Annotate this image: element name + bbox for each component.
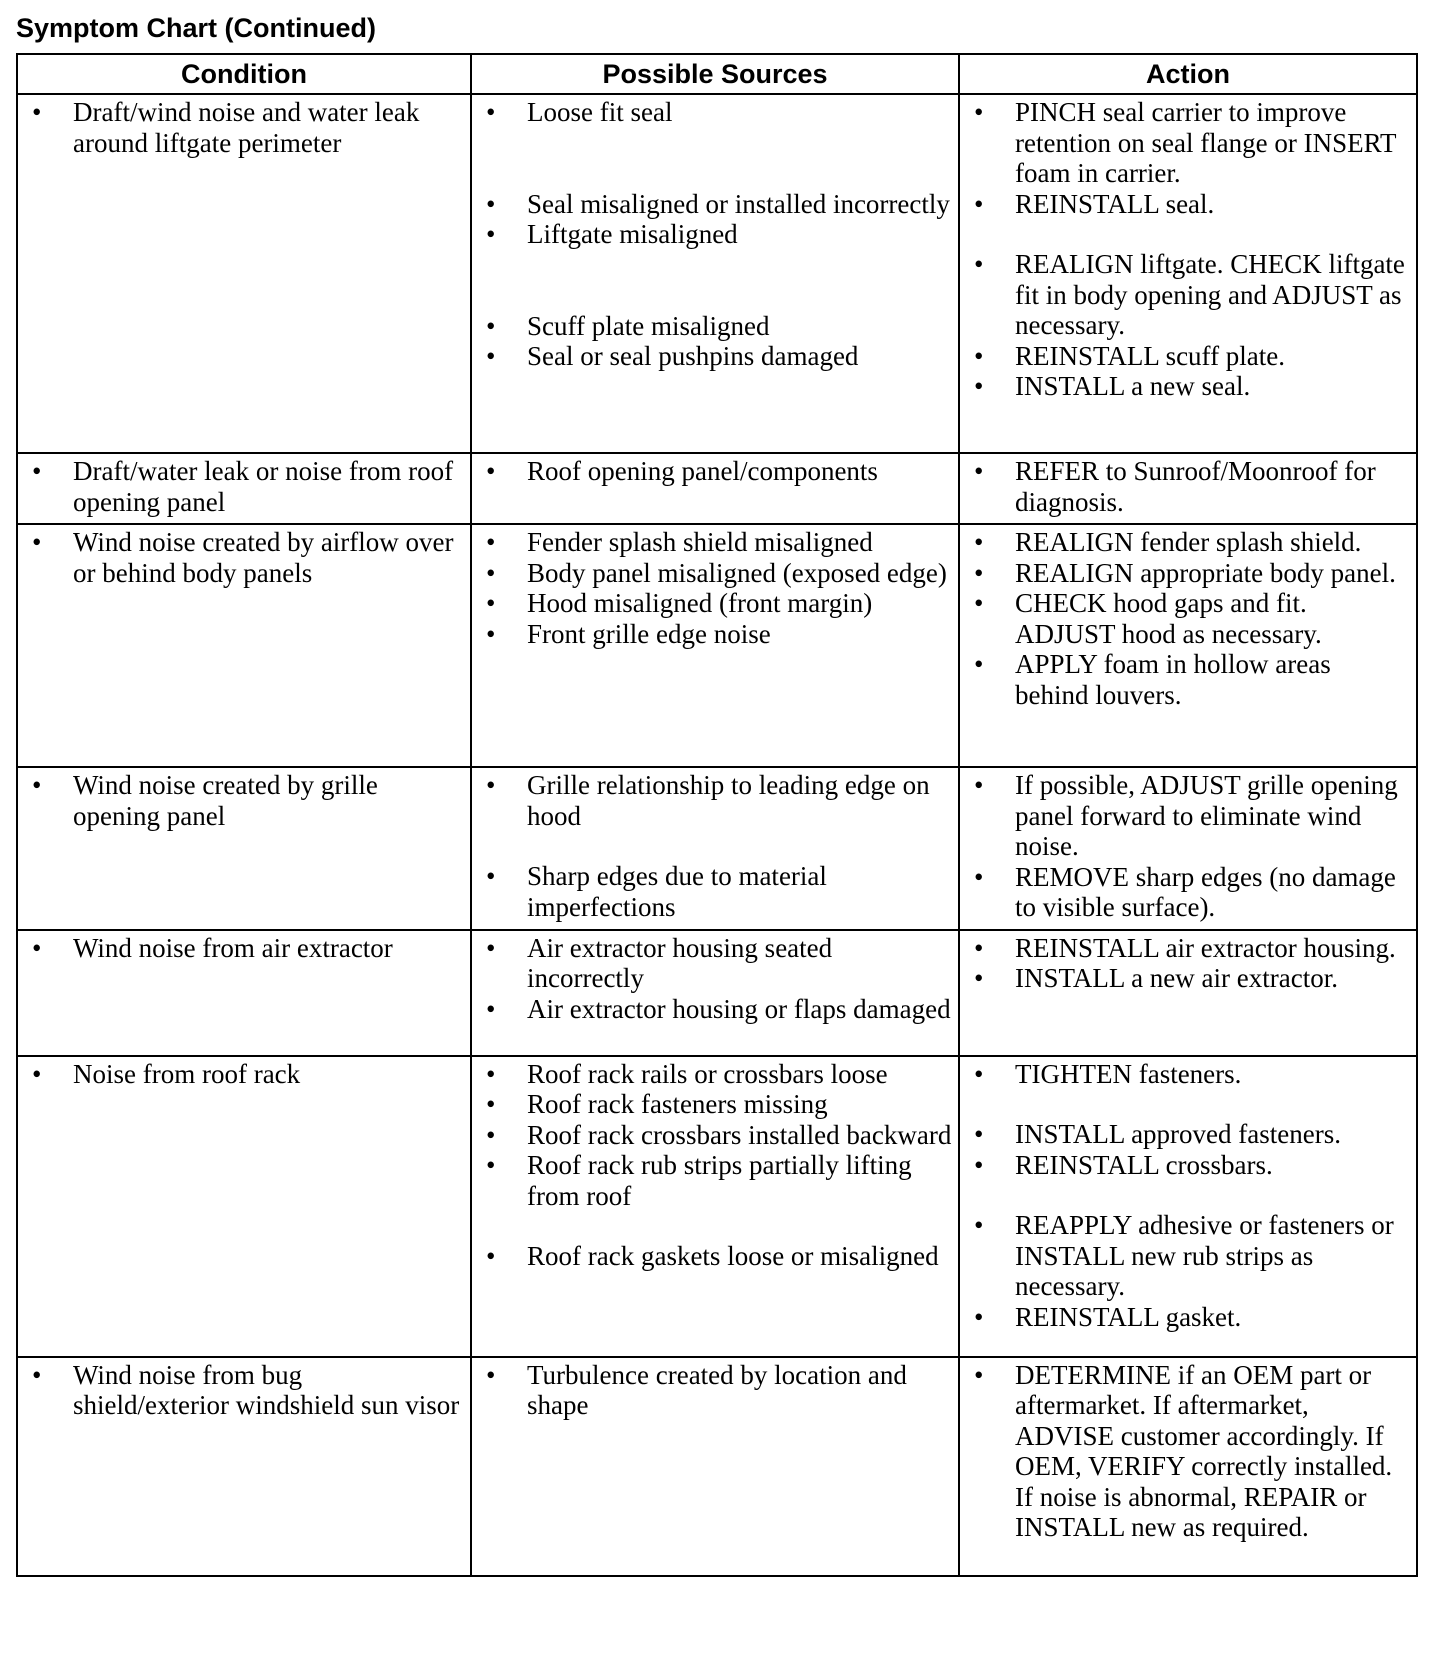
action-item: • TIGHTEN fasteners. xyxy=(960,1059,1416,1090)
action-item: • REAPPLY adhesive or fasteners or INSTALL new rub strips as necessary. xyxy=(960,1210,1416,1302)
condition-cell xyxy=(17,1357,471,1576)
action-cell xyxy=(959,1056,1417,1357)
table-row xyxy=(17,524,1417,767)
action-item: • If possible, ADJUST grille opening panel forward to eliminate wind noise. xyxy=(960,770,1416,862)
source-item: • Grille relationship to leading edge on hood xyxy=(472,770,958,831)
action-cell xyxy=(959,767,1417,930)
condition-item: • Wind noise from air extractor xyxy=(18,933,470,964)
action-item: • REALIGN liftgate. CHECK liftgate fit in body opening and ADJUST as necessary. xyxy=(960,249,1416,341)
table-row xyxy=(17,930,1417,1056)
sources-cell xyxy=(471,1056,959,1357)
action-cell xyxy=(959,453,1417,524)
source-item: • Roof rack gaskets loose or misaligned xyxy=(472,1241,958,1272)
source-item: • Scuff plate misaligned xyxy=(472,311,958,342)
condition-item: • Wind noise created by grille opening panel xyxy=(18,770,470,831)
action-item: • APPLY foam in hollow areas behind louvers. xyxy=(960,649,1416,710)
condition-cell xyxy=(17,767,471,930)
table-row xyxy=(17,1357,1417,1576)
page-title: Symptom Chart (Continued) xyxy=(16,13,376,43)
condition-item: • Noise from roof rack xyxy=(18,1059,470,1090)
action-cell xyxy=(959,524,1417,767)
header-action: Action xyxy=(959,54,1417,94)
source-item: • Roof rack rails or crossbars loose xyxy=(472,1059,958,1090)
source-item: • Turbulence created by location and shape xyxy=(472,1360,958,1421)
action-item: • DETERMINE if an OEM part or aftermarket. If aftermarket, ADVISE customer accordingly. If OEM, VERIFY correctly installed. If noise is abnormal, REPAIR or INSTALL new as required. xyxy=(960,1360,1416,1543)
source-item: • Air extractor housing seated incorrectly xyxy=(472,933,958,994)
action-item: • INSTALL approved fasteners. xyxy=(960,1119,1416,1150)
source-item: • Seal misaligned or installed incorrectly xyxy=(472,189,958,220)
header-condition: Condition xyxy=(17,54,471,94)
sources-cell xyxy=(471,453,959,524)
condition-cell xyxy=(17,1056,471,1357)
sources-cell xyxy=(471,1357,959,1576)
condition-cell xyxy=(17,930,471,1056)
source-item: • Front grille edge noise xyxy=(472,619,958,650)
condition-item: • Draft/wind noise and water leak around liftgate perimeter xyxy=(18,97,470,158)
action-item: • PINCH seal carrier to improve retention on seal flange or INSERT foam in carrier. xyxy=(960,97,1416,189)
source-item: • Hood misaligned (front margin) xyxy=(472,588,958,619)
header-row xyxy=(17,54,1417,94)
action-item: • CHECK hood gaps and fit. ADJUST hood as necessary. xyxy=(960,588,1416,649)
action-item: • REALIGN appropriate body panel. xyxy=(960,558,1416,589)
action-item: • REFER to Sunroof/Moonroof for diagnosis. xyxy=(960,456,1416,517)
condition-item: • Wind noise from bug shield/exterior windshield sun visor xyxy=(18,1360,470,1421)
sources-cell xyxy=(471,767,959,930)
action-item: • REINSTALL scuff plate. xyxy=(960,341,1416,372)
action-item: • REALIGN fender splash shield. xyxy=(960,527,1416,558)
sources-cell xyxy=(471,524,959,767)
action-cell xyxy=(959,94,1417,453)
source-item: • Body panel misaligned (exposed edge) xyxy=(472,558,958,589)
source-item: • Roof rack rub strips partially lifting from roof xyxy=(472,1150,958,1211)
header-possible-sources: Possible Sources xyxy=(471,54,959,94)
source-item: • Liftgate misaligned xyxy=(472,219,958,250)
source-item: • Roof rack crossbars installed backward xyxy=(472,1120,958,1151)
action-item: • INSTALL a new air extractor. xyxy=(960,963,1416,994)
condition-item: • Wind noise created by airflow over or behind body panels xyxy=(18,527,470,588)
sources-cell xyxy=(471,930,959,1056)
action-cell xyxy=(959,930,1417,1056)
table-row xyxy=(17,767,1417,930)
condition-cell xyxy=(17,453,471,524)
source-item: • Fender splash shield misaligned xyxy=(472,527,958,558)
action-item: • REINSTALL crossbars. xyxy=(960,1150,1416,1181)
action-item: • REINSTALL seal. xyxy=(960,189,1416,220)
source-item: • Sharp edges due to material imperfections xyxy=(472,861,958,922)
source-item: • Roof opening panel/components xyxy=(472,456,958,487)
table-row xyxy=(17,1056,1417,1357)
source-item: • Seal or seal pushpins damaged xyxy=(472,341,958,372)
action-item: • REINSTALL air extractor housing. xyxy=(960,933,1416,964)
symptom-chart-table xyxy=(16,53,1418,1577)
source-item: • Loose fit seal xyxy=(472,97,958,128)
sources-cell xyxy=(471,94,959,453)
source-item: • Roof rack fasteners missing xyxy=(472,1089,958,1120)
table-row xyxy=(17,94,1417,453)
action-item: • REINSTALL gasket. xyxy=(960,1302,1416,1333)
table-row xyxy=(17,453,1417,524)
action-item: • INSTALL a new seal. xyxy=(960,371,1416,402)
condition-item: • Draft/water leak or noise from roof opening panel xyxy=(18,456,470,517)
source-item: • Air extractor housing or flaps damaged xyxy=(472,994,958,1025)
action-cell xyxy=(959,1357,1417,1576)
condition-cell xyxy=(17,524,471,767)
action-item: • REMOVE sharp edges (no damage to visible surface). xyxy=(960,862,1416,923)
condition-cell xyxy=(17,94,471,453)
